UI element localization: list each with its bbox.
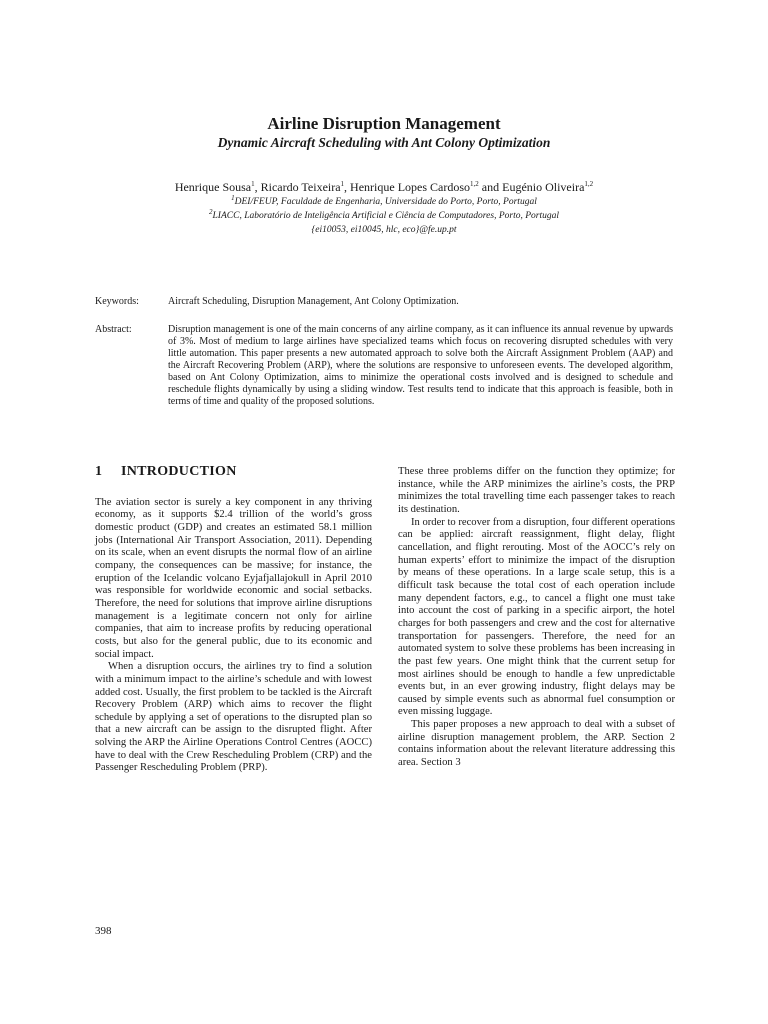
- paper-subtitle: Dynamic Aircraft Scheduling with Ant Colony Optimization: [217, 135, 551, 150]
- section-title: INTRODUCTION: [121, 464, 237, 479]
- left-column: [95, 466, 372, 775]
- keywords-label: Keywords:: [95, 296, 139, 307]
- author: Eugénio Oliveira$^{1,2}$: [502, 180, 594, 194]
- paragraph: When a disruption occurs, the airlines try to find a solution with a minimum impact to the airline’s schedule and with lowest added cost. Usually, the first problem to be tackled is the Aircraft Recovery Problem (ARP) which aims to recover the flight schedule by applying a set of operations to the disrupted plan so that a new aircraft can be assign to the disrupted flight. After solving the ARP the Airline Operations Control Centres (AOCC) have to deal with the Crew Rescheduling Problem (CRP) and the Passenger Rescheduling Problem (PRP).: [95, 661, 372, 774]
- paragraph: In order to recover from a disruption, four different operations can be applied: aircraft reassignment, flight delay, flight cancellation, and flight rerouting. Most of the AOCC’s rely on human experts’ effort to minimize the impact of the disruption by means of these operations. In a large scale setup, this is a difficult task because the total cost of each operation include many dependent factors, e.g., to cancel a flight one must take into account the cost of parking in a specific airport, the hotel charges for both passengers and crew and the cost for alternative transportation for passengers. Therefore, the need for an automated system to solve these problems has been increasing in the past few years. One might think that the current setup for most airlines should be enough to handle a few unpredictable events but, in an ever growing industry, flight delays may be caused by simple events such as abnormal fuel consumption or even missing luggage.: [398, 516, 675, 718]
- paper-title: Airline Disruption Management: [267, 114, 501, 133]
- right-column: [398, 466, 675, 770]
- abstract-text: Disruption management is one of the main concerns of any airline company, as it can influence its annual revenue by upwards of 3%. Most of medium to large airlines have specialized teams which focus on recovering disrupted schedules with very little automation. This paper presents a new automated approach to solve both the Aircraft Assignment Problem (AAP) and the Aircraft Recovering Problem (ARP), where the solutions are responsive to unforeseen events. The developed algorithm, based on Ant Colony Optimization, aims to minimize the operational costs involved and is designed to schedule and reschedule flights dynamically by using a sliding window. Test results tend to indicate that this approach is feasible, both in terms of time and quality of the proposed solutions.: [168, 324, 673, 407]
- paragraph: This paper proposes a new approach to deal with a subset of airline disruption management problem, the ARP. Section 2 contains information about the relevant literature addressing this area. Section 3: [398, 719, 675, 769]
- paragraph: These three problems differ on the function they optimize; for instance, while the ARP minimizes the airline’s costs, the PRP minimizes the total travelling time each passenger takes to reach its destination.: [398, 466, 675, 515]
- author-emails: {ei10053, ei10045, hlc, eco}@fe.up.pt: [311, 225, 457, 235]
- page-number: 398: [95, 925, 112, 937]
- author: Henrique Sousa$^1$,: [174, 180, 261, 194]
- section-number: 1: [95, 464, 103, 479]
- abstract-label: Abstract:: [95, 324, 132, 335]
- affiliation: $^1$DEI/FEUP, Faculdade de Engenharia, Universidade do Porto, Porto, Portugal: [231, 193, 537, 207]
- keywords-text: Aircraft Scheduling, Disruption Management, Ant Colony Optimization.: [168, 296, 459, 307]
- affiliation: $^2$LIACC, Laboratório de Inteligência Artificial e Ciência de Computadores, Porto, Portugal: [209, 207, 559, 221]
- author: Ricardo Teixeira$^1$,: [260, 180, 351, 194]
- paragraph: The aviation sector is surely a key component in any thriving economy, as it supports $2.4 trillion of the world’s gross domestic product (GDP) and creates an estimated 58.1 million jobs (International Air Transport Association, 2011). Depending on its scale, when an event disrupts the normal flow of an airline company, the consequences can be massive; for instance, the eruption of the Icelandic volcano Eyjafjallajokull in April 2010 was responsible for worldwide economic and social setbacks. Therefore, the need for solutions that improve airline disruptions management is a legitimate concern not only for airline companies, that aim to increase profits by reducing operational costs, but also for the general public, due to its economic and social impact.: [95, 496, 372, 660]
- author-list: [0, 180, 768, 195]
- section-heading: [95, 466, 372, 479]
- author: Henrique Lopes Cardoso$^{1,2}$ and: [350, 180, 503, 194]
